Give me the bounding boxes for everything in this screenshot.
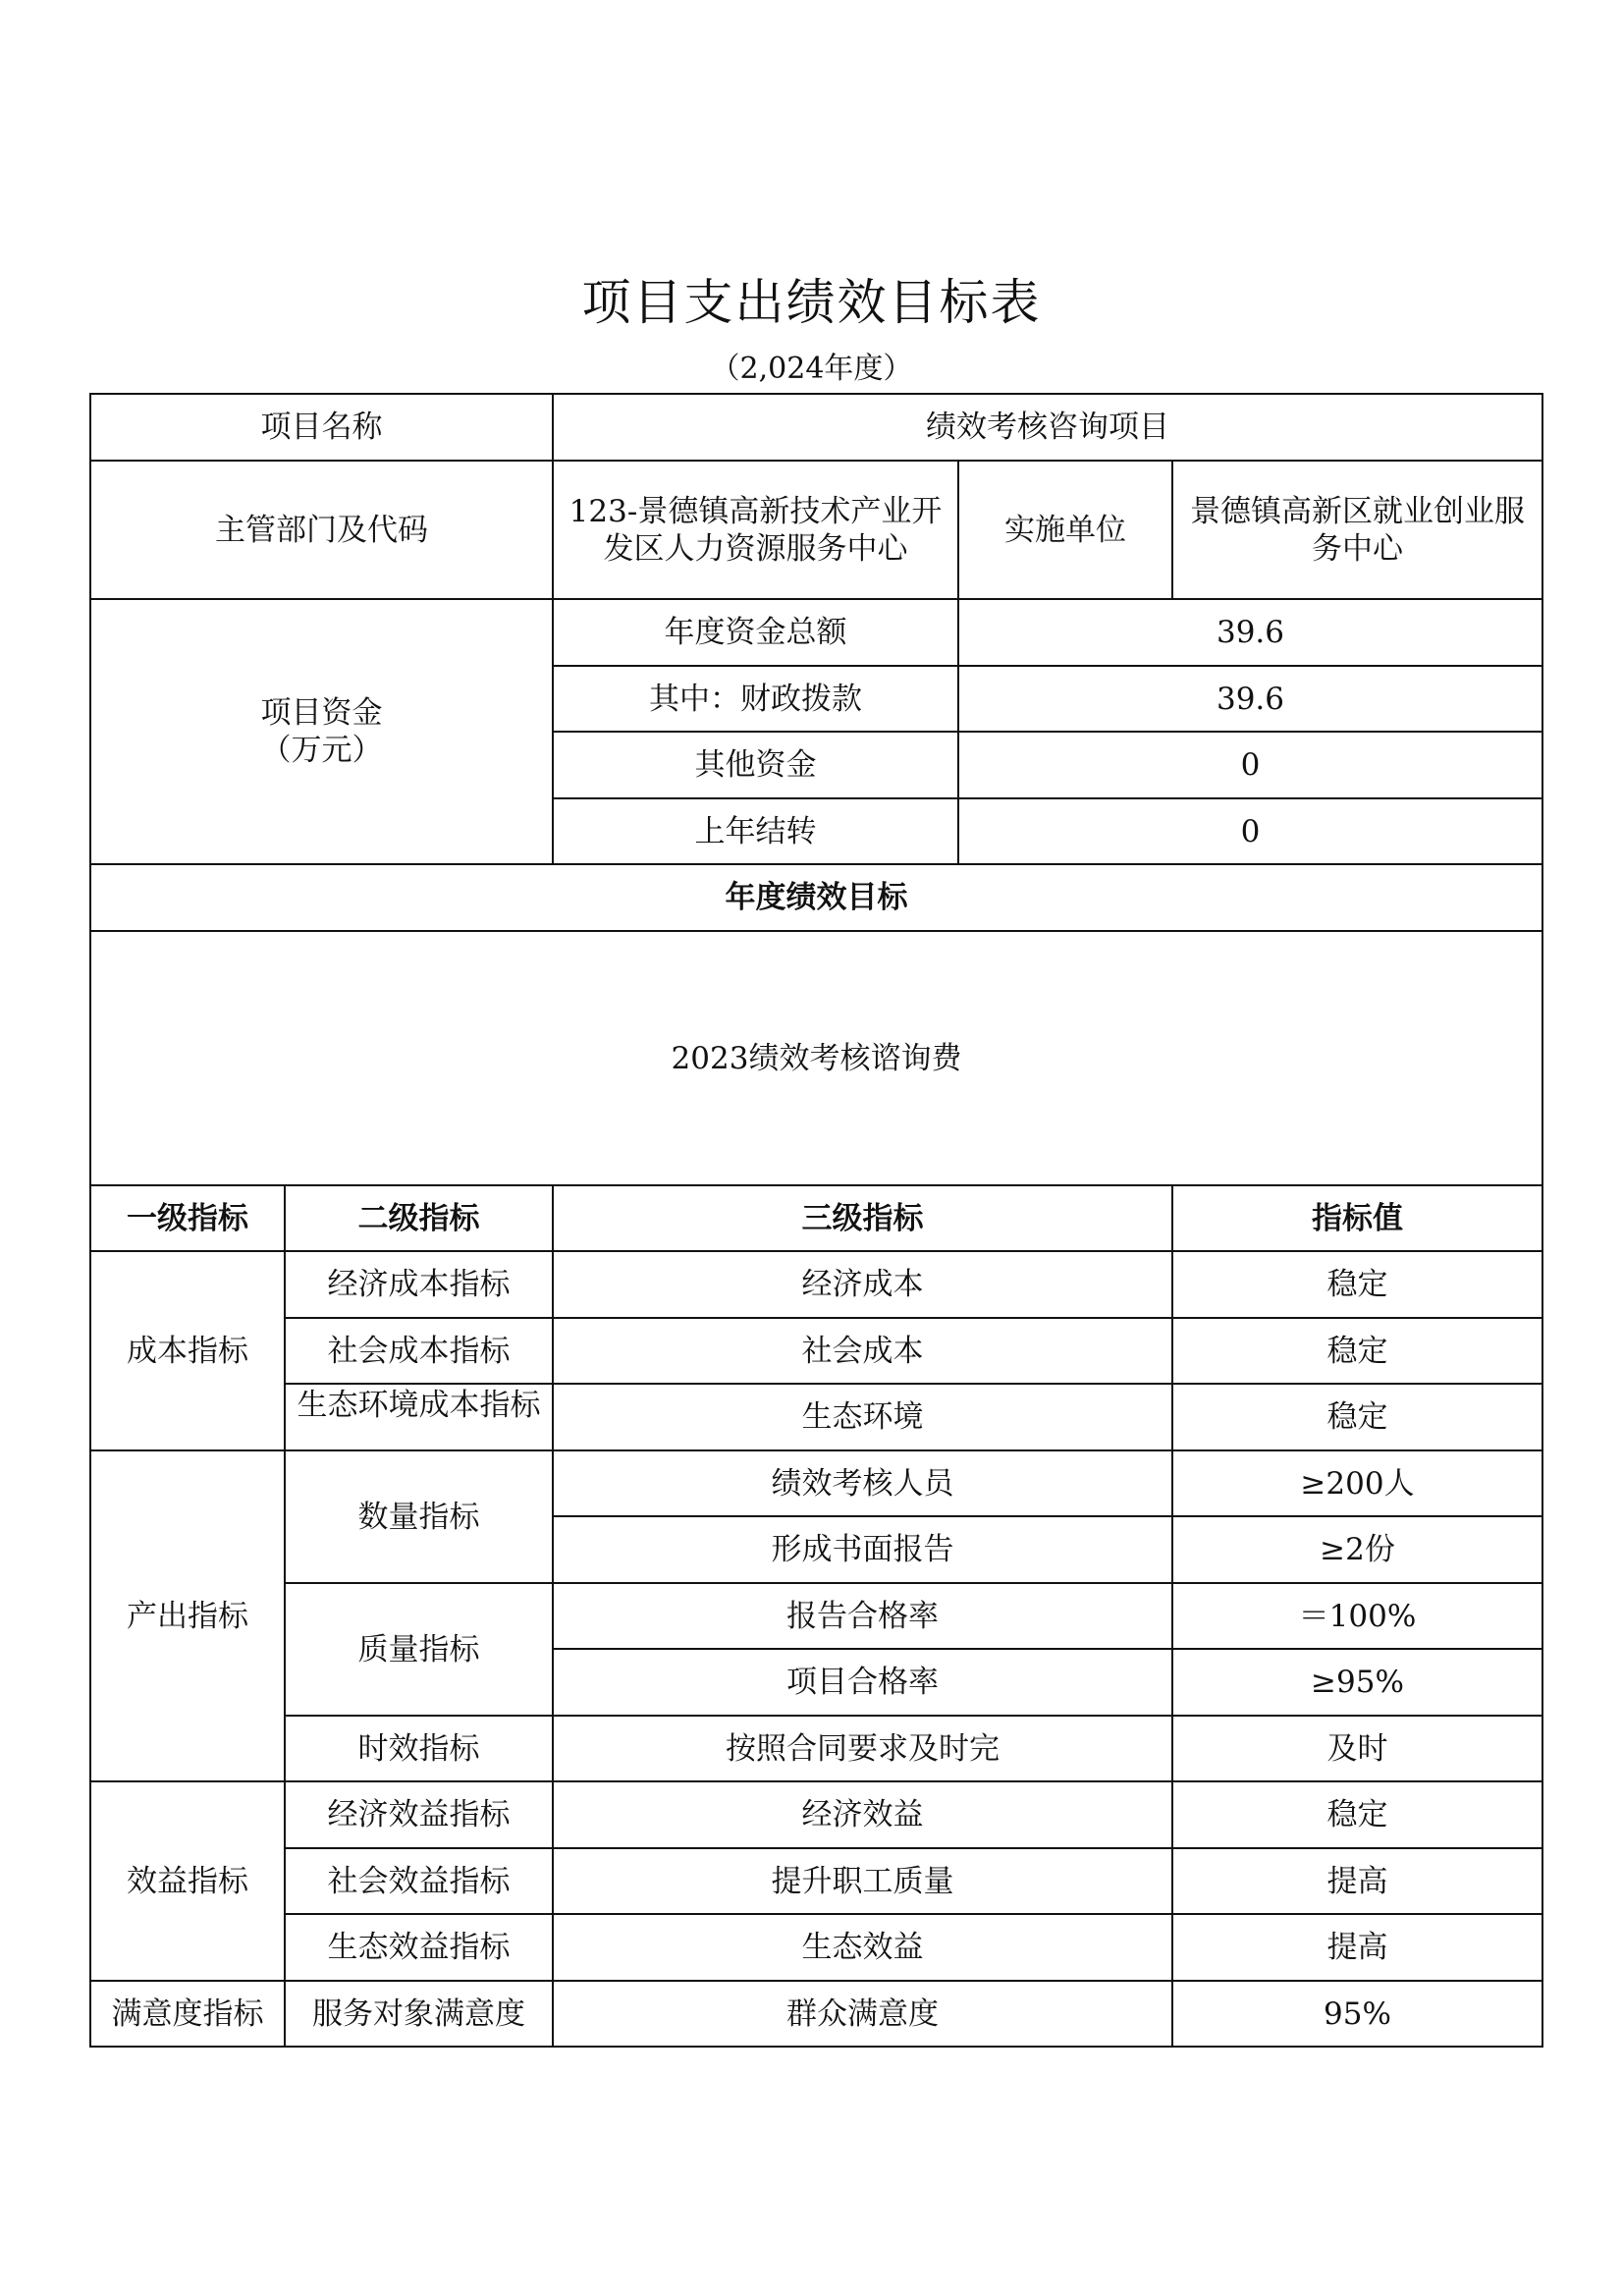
- value-cell: ≥2份: [1172, 1516, 1542, 1583]
- performance-table: [89, 393, 1543, 2048]
- header-level2: 二级指标: [285, 1185, 553, 1251]
- quantity-indicator-label: 数量指标: [285, 1450, 553, 1583]
- fiscal-year: （2,024年度）: [710, 352, 913, 386]
- level2-cell: 社会成本指标: [285, 1318, 553, 1384]
- value-cell: ＝100%: [1172, 1583, 1542, 1649]
- level2-cell: 经济成本指标: [285, 1251, 553, 1318]
- table-row: [90, 1848, 1542, 1914]
- level2-cell: 生态效益指标: [285, 1914, 553, 1981]
- table-row: [90, 1450, 1542, 1516]
- table-row: [90, 1384, 1542, 1450]
- table-row: [90, 931, 1542, 1185]
- impl-unit-value: 景德镇高新区就业创业服务中心: [1172, 461, 1542, 599]
- level3-cell: 生态效益: [553, 1914, 1172, 1981]
- level3-cell: 按照合同要求及时完: [553, 1716, 1172, 1781]
- level3-cell: 项目合格率: [553, 1649, 1172, 1716]
- impl-unit-label: 实施单位: [958, 461, 1172, 599]
- output-indicator-label: 产出指标: [90, 1450, 285, 1781]
- level3-cell: 提升职工质量: [553, 1848, 1172, 1914]
- value-cell: 提高: [1172, 1914, 1542, 1981]
- value-cell: ≥95%: [1172, 1649, 1542, 1716]
- value-cell: 提高: [1172, 1848, 1542, 1914]
- satisfaction-indicator-label: 满意度指标: [90, 1981, 285, 2047]
- table-row: [90, 1981, 1542, 2047]
- timeliness-indicator-label: 时效指标: [285, 1716, 553, 1781]
- level3-cell: 群众满意度: [553, 1981, 1172, 2047]
- table-row: [90, 864, 1542, 931]
- project-name-label: 项目名称: [90, 394, 553, 461]
- level2-cell: 服务对象满意度: [285, 1981, 553, 2047]
- funds-unit: （万元）: [260, 733, 383, 768]
- table-row: [90, 599, 1542, 666]
- table-row: [90, 394, 1542, 461]
- level3-cell: 社会成本: [553, 1318, 1172, 1384]
- dept-label: 主管部门及代码: [90, 461, 553, 599]
- table-row: [90, 1318, 1542, 1384]
- funds-row-value: 39.6: [958, 599, 1542, 666]
- annual-goal-heading: 年度绩效目标: [90, 864, 1542, 931]
- funds-row-value: 39.6: [958, 666, 1542, 732]
- value-cell: 稳定: [1172, 1781, 1542, 1848]
- value-cell: 及时: [1172, 1716, 1542, 1781]
- table-row: [90, 1185, 1542, 1251]
- funds-row-label: 其他资金: [553, 732, 958, 798]
- level3-cell: 绩效考核人员: [553, 1450, 1172, 1516]
- value-cell: 95%: [1172, 1981, 1542, 2047]
- value-cell: ≥200人: [1172, 1450, 1542, 1516]
- header-level1: 一级指标: [90, 1185, 285, 1251]
- funds-label-cell: [90, 599, 553, 864]
- table-row: [90, 1583, 1542, 1649]
- table-row: [90, 1251, 1542, 1318]
- funds-row-label: 年度资金总额: [553, 599, 958, 666]
- table-row: [90, 1781, 1542, 1848]
- header-value: 指标值: [1172, 1185, 1542, 1251]
- annual-goal-content: 2023绩效考核谘询费: [90, 931, 1542, 1185]
- value-cell: 稳定: [1172, 1318, 1542, 1384]
- funds-label: 项目资金: [260, 695, 383, 731]
- cost-indicator-label: 成本指标: [90, 1251, 285, 1450]
- project-name-value: 绩效考核咨询项目: [553, 394, 1542, 461]
- page-title: 项目支出绩效目标表: [581, 274, 1042, 331]
- dept-value: 123-景德镇高新技术产业开发区人力资源服务中心: [553, 461, 958, 599]
- level3-cell: 经济成本: [553, 1251, 1172, 1318]
- level2-text: 生态环境成本指标: [297, 1388, 541, 1423]
- funds-row-label: 上年结转: [553, 798, 958, 864]
- table-row: [90, 1914, 1542, 1981]
- level2-cell: [285, 1384, 553, 1450]
- level3-cell: 经济效益: [553, 1781, 1172, 1848]
- level3-cell: 形成书面报告: [553, 1516, 1172, 1583]
- level3-cell: 生态环境: [553, 1384, 1172, 1450]
- benefit-indicator-label: 效益指标: [90, 1781, 285, 1981]
- quality-indicator-label: 质量指标: [285, 1583, 553, 1716]
- header-level3: 三级指标: [553, 1185, 1172, 1251]
- funds-row-label: 其中：财政拨款: [553, 666, 958, 732]
- value-cell: 稳定: [1172, 1384, 1542, 1450]
- value-cell: 稳定: [1172, 1251, 1542, 1318]
- level3-cell: 报告合格率: [553, 1583, 1172, 1649]
- level2-cell: 社会效益指标: [285, 1848, 553, 1914]
- level2-cell: 经济效益指标: [285, 1781, 553, 1848]
- funds-row-value: 0: [958, 732, 1542, 798]
- table-row: [90, 461, 1542, 599]
- funds-row-value: 0: [958, 798, 1542, 864]
- table-row: [90, 1716, 1542, 1781]
